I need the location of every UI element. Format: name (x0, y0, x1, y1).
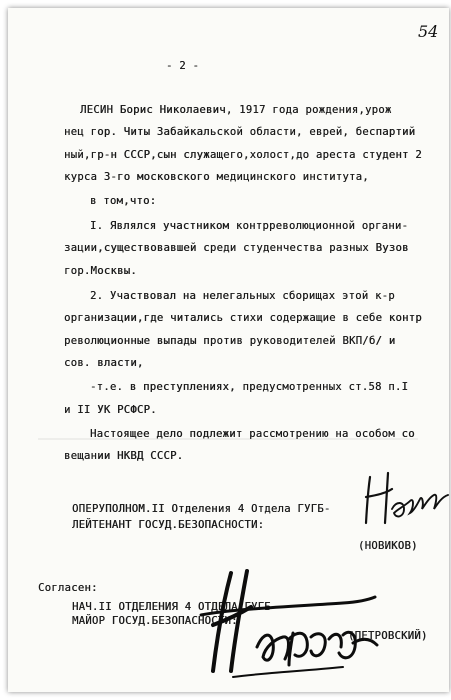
body-line-5: в том,что: (90, 195, 157, 207)
signer-2-title-line1: НАЧ.II ОТДЕЛЕНИЯ 4 ОТДЕЛА ГУГБ- (72, 601, 278, 613)
body-line-7: зации,существовавшей среди студенчества разных Вузов (64, 242, 409, 254)
body-line-3: ный,гр-н СССР,сын служащего,холост,до ареста студент 2 (64, 149, 422, 161)
body-line-4: курса 3-го московского медицинского института, (64, 171, 369, 183)
body-line-16: вещании НКВД СССР. (64, 450, 184, 462)
agreed-label: Согласен: (38, 582, 98, 594)
handwritten-signature-novikov (358, 463, 451, 533)
body-line-8: гор.Москвы. (64, 265, 137, 277)
body-line-2: нец гор. Читы Забайкальской области, еврей, беспартий (64, 126, 416, 138)
body-line-1: ЛЕСИН Борис Николаевич, 1917 года рождения,урож (80, 104, 392, 116)
body-line-10: организации,где читались стихи содержащие в себе контр (64, 312, 422, 324)
body-line-11: революционные выпады против руководителей ВКП/б/ и (64, 335, 396, 347)
handwritten-page-number: 54 (418, 22, 439, 41)
body-line-6: I. Являлся участником контрреволюционной органи- (90, 220, 409, 232)
body-line-12: сов. власти, (64, 357, 144, 369)
body-line-14: и II УК РСФСР. (64, 404, 157, 416)
signer-2-title-line2: МАЙОР ГОСУД.БЕЗОПАСНОСТИ: (72, 615, 238, 627)
signer-1-name: (НОВИКОВ) (358, 540, 418, 552)
page-marker: - 2 - (166, 60, 200, 72)
handwritten-signature-petrovsky (193, 553, 383, 685)
body-line-15: Настоящее дело подлежит рассмотрению на особом со (90, 428, 415, 440)
body-line-13: -т.е. в преступлениях, предусмотренных ст.58 п.I (90, 381, 409, 393)
body-line-9: 2. Участвовал на нелегальных сборищах этой к-р (90, 290, 395, 302)
paper-sheet (8, 8, 449, 692)
signer-1-title-line2: ЛЕЙТЕНАНТ ГОСУД.БЕЗОПАСНОСТИ: (72, 519, 265, 531)
signer-1-title-line1: ОПЕРУПОЛНОМ.II Отделения 4 Отдела ГУГБ- (72, 503, 331, 515)
signer-2-name: (ПЕТРОВСКИЙ) (348, 630, 428, 642)
